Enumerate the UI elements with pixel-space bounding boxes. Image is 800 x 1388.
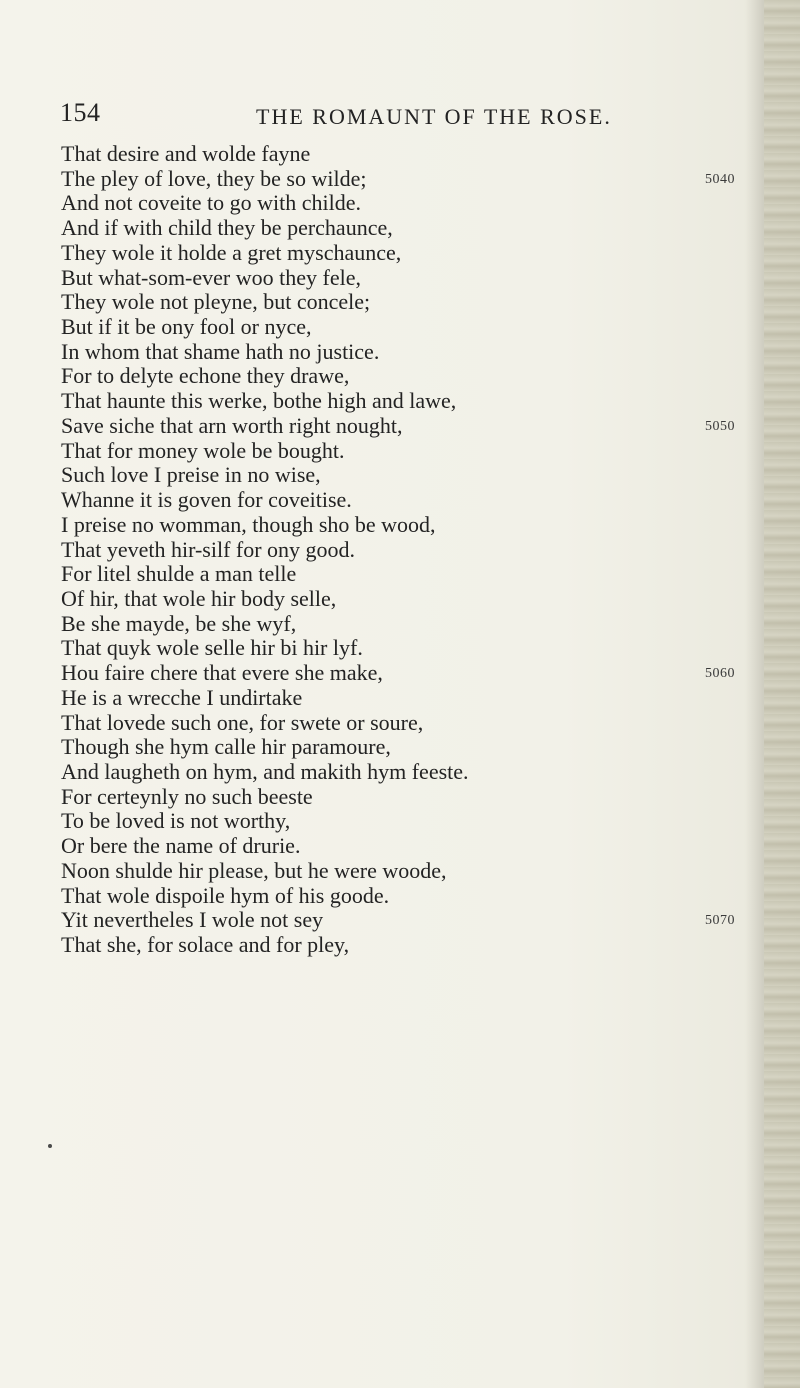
verse-line xyxy=(61,167,751,192)
verse-line-text: For certeynly no such beeste xyxy=(61,783,313,809)
verse-line xyxy=(61,859,751,884)
verse-line-text: That yeveth hir-silf for ony good. xyxy=(61,536,356,562)
verse-block xyxy=(61,142,751,958)
verse-line xyxy=(61,908,751,933)
verse-line-text: Or bere the name of drurie. xyxy=(61,833,301,859)
verse-line-text: And not coveite to go with childe. xyxy=(61,190,361,216)
verse-line-text: Noon shulde hir please, but he were woode, xyxy=(61,857,447,883)
page-edge xyxy=(764,0,800,1388)
verse-line xyxy=(61,266,751,291)
verse-line-text: In whom that shame hath no justice. xyxy=(61,338,380,364)
verse-line-text: That haunte this werke, bothe high and lawe, xyxy=(61,388,457,414)
verse-line-text: That quyk wole selle hir bi hir lyf. xyxy=(61,635,363,661)
verse-line xyxy=(61,735,751,760)
verse-line-text: Hou faire chere that evere she make, xyxy=(61,660,383,686)
line-number: 5050 xyxy=(705,418,735,434)
page-number: 154 xyxy=(60,98,101,127)
verse-line xyxy=(61,414,751,439)
verse-line xyxy=(61,538,751,563)
verse-line xyxy=(61,389,751,414)
verse-line xyxy=(61,884,751,909)
verse-line-text: Of hir, that wole hir body selle, xyxy=(61,585,337,611)
line-number: 5070 xyxy=(705,913,735,929)
verse-line xyxy=(61,612,751,637)
verse-line xyxy=(61,488,751,513)
verse-line xyxy=(61,315,751,340)
verse-line-text: Such love I preise in no wise, xyxy=(61,462,321,488)
verse-line-text: For litel shulde a man telle xyxy=(61,561,297,587)
verse-line xyxy=(61,241,751,266)
verse-line xyxy=(61,142,751,167)
verse-line xyxy=(61,809,751,834)
verse-line xyxy=(61,686,751,711)
verse-line xyxy=(61,834,751,859)
verse-line-text: Save siche that arn worth right nought, xyxy=(61,412,403,438)
verse-line xyxy=(61,290,751,315)
line-number: 5060 xyxy=(705,666,735,682)
line-number: 5040 xyxy=(705,171,735,187)
verse-line-text: Though she hym calle hir paramoure, xyxy=(61,734,391,760)
verse-line xyxy=(61,933,751,958)
verse-line-text: And laugheth on hym, and makith hym feeste. xyxy=(61,758,469,784)
verse-line xyxy=(61,216,751,241)
verse-line-text: That wole dispoile hym of his goode. xyxy=(61,882,390,908)
verse-line xyxy=(61,340,751,365)
verse-line-text: He is a wrecche I undirtake xyxy=(61,684,303,710)
verse-line-text: Yit nevertheles I wole not sey xyxy=(61,907,324,933)
verse-line xyxy=(61,463,751,488)
page-header xyxy=(60,98,700,138)
verse-line-text: That lovede such one, for swete or soure, xyxy=(61,709,424,735)
verse-line-text: They wole not pleyne, but concele; xyxy=(61,289,371,315)
verse-line xyxy=(61,785,751,810)
running-title: THE ROMAUNT OF THE ROSE. xyxy=(256,104,612,129)
verse-line-text: But if it be ony fool or nyce, xyxy=(61,314,312,340)
verse-line xyxy=(61,562,751,587)
verse-line xyxy=(61,191,751,216)
verse-line xyxy=(61,711,751,736)
verse-line-text: Whanne it is goven for coveitise. xyxy=(61,487,352,513)
verse-line-text: I preise no womman, though sho be wood, xyxy=(61,511,436,537)
verse-line xyxy=(61,513,751,538)
verse-line-text: That for money wole be bought. xyxy=(61,437,345,463)
verse-line xyxy=(61,661,751,686)
verse-line xyxy=(61,364,751,389)
verse-line-text: Be she mayde, be she wyf, xyxy=(61,610,297,636)
verse-line-text: But what-som-ever woo they fele, xyxy=(61,264,361,290)
verse-line-text: For to delyte echone they drawe, xyxy=(61,363,350,389)
verse-line-text: And if with child they be perchaunce, xyxy=(61,215,393,241)
verse-line xyxy=(61,587,751,612)
verse-line-text: They wole it holde a gret myschaunce, xyxy=(61,239,402,265)
verse-line xyxy=(61,760,751,785)
verse-line xyxy=(61,636,751,661)
verse-line-text: That desire and wolde fayne xyxy=(61,141,311,166)
verse-line-text: The pley of love, they be so wilde; xyxy=(61,165,367,191)
verse-line xyxy=(61,439,751,464)
verse-line-text: To be loved is not worthy, xyxy=(61,808,291,834)
margin-mark xyxy=(48,1144,52,1148)
verse-line-text: That she, for solace and for pley, xyxy=(61,932,350,957)
